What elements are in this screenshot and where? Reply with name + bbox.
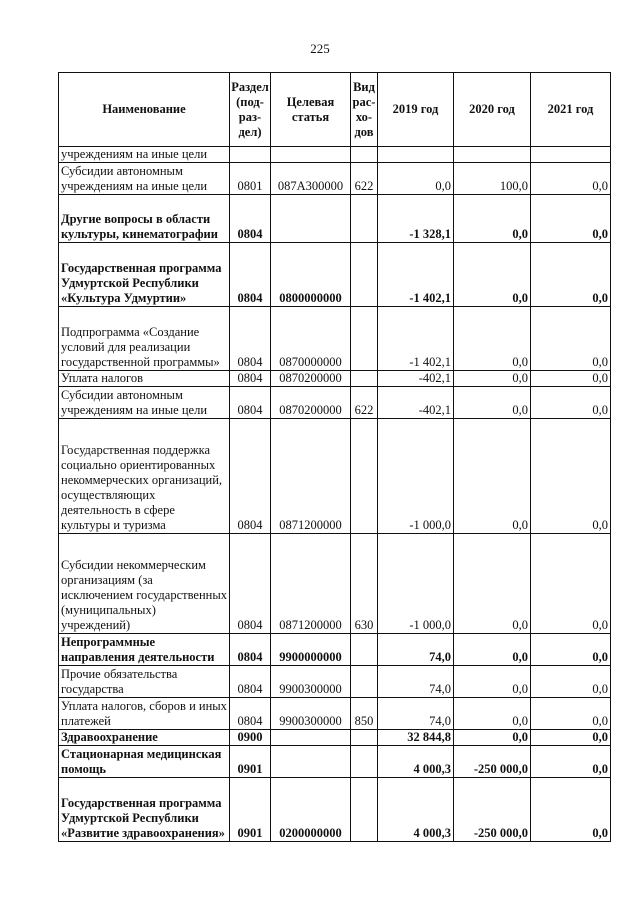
cell-2019	[378, 147, 454, 163]
cell-section: 0804	[230, 307, 271, 371]
cell-2021: 0,0	[531, 387, 611, 419]
cell-target: 0200000000	[271, 778, 351, 842]
cell-section: 0901	[230, 778, 271, 842]
cell-name: учреждениям на иные цели	[59, 147, 230, 163]
cell-expense-type	[351, 634, 378, 666]
table-row	[59, 746, 611, 778]
cell-expense-type	[351, 371, 378, 387]
cell-expense-type	[351, 746, 378, 778]
cell-2019: 32 844,8	[378, 730, 454, 746]
cell-2020: 0,0	[454, 698, 531, 730]
cell-2020: 0,0	[454, 534, 531, 634]
cell-2019: 74,0	[378, 698, 454, 730]
cell-target: 9900000000	[271, 634, 351, 666]
cell-2019: -402,1	[378, 371, 454, 387]
cell-2019: -1 000,0	[378, 534, 454, 634]
cell-2020: 0,0	[454, 307, 531, 371]
cell-name: Здравоохранение	[59, 730, 230, 746]
cell-name: Государственная поддержка социально ориентированных некоммерческих организаций, осуществляющих деятельность в сфере культуры и туризма	[59, 419, 230, 534]
cell-section: 0804	[230, 419, 271, 534]
cell-2021: 0,0	[531, 534, 611, 634]
table-row	[59, 195, 611, 243]
cell-2019: -1 402,1	[378, 243, 454, 307]
cell-name: Непрограммные направления деятельности	[59, 634, 230, 666]
cell-2021	[531, 147, 611, 163]
cell-2021: 0,0	[531, 243, 611, 307]
cell-2020: 0,0	[454, 634, 531, 666]
table-row	[59, 163, 611, 195]
cell-expense-type	[351, 195, 378, 243]
cell-2020: 0,0	[454, 371, 531, 387]
table-row	[59, 634, 611, 666]
cell-expense-type: 622	[351, 387, 378, 419]
cell-section: 0804	[230, 243, 271, 307]
cell-2019: 74,0	[378, 666, 454, 698]
cell-section: 0804	[230, 371, 271, 387]
cell-target: 0871200000	[271, 534, 351, 634]
cell-target: 0870000000	[271, 307, 351, 371]
cell-target: 9900300000	[271, 666, 351, 698]
cell-target: 9900300000	[271, 698, 351, 730]
cell-2020: 0,0	[454, 195, 531, 243]
cell-2020: 100,0	[454, 163, 531, 195]
cell-section: 0804	[230, 698, 271, 730]
cell-2021: 0,0	[531, 666, 611, 698]
cell-2021: 0,0	[531, 698, 611, 730]
cell-expense-type	[351, 730, 378, 746]
cell-name: Прочие обязательства государства	[59, 666, 230, 698]
page-number: 225	[310, 41, 330, 56]
cell-target: 087А300000	[271, 163, 351, 195]
table-row	[59, 147, 611, 163]
cell-section: 0801	[230, 163, 271, 195]
cell-2021: 0,0	[531, 730, 611, 746]
cell-2020	[454, 147, 531, 163]
table-row	[59, 307, 611, 371]
header-2019: 2019 год	[378, 73, 454, 147]
cell-2021: 0,0	[531, 419, 611, 534]
cell-expense-type: 850	[351, 698, 378, 730]
header-2020: 2020 год	[454, 73, 531, 147]
cell-name: Другие вопросы в области культуры, кинематографии	[59, 195, 230, 243]
cell-target	[271, 195, 351, 243]
cell-2019: -1 328,1	[378, 195, 454, 243]
cell-expense-type	[351, 778, 378, 842]
cell-section: 0901	[230, 746, 271, 778]
cell-name: Подпрограмма «Создание условий для реализации государственной программы»	[59, 307, 230, 371]
cell-name: Уплата налогов, сборов и иных платежей	[59, 698, 230, 730]
cell-2021: 0,0	[531, 634, 611, 666]
table-row	[59, 730, 611, 746]
cell-target: 0800000000	[271, 243, 351, 307]
header-section: Раздел (под- раз- дел)	[230, 73, 271, 147]
cell-2020: 0,0	[454, 730, 531, 746]
cell-target: 0870200000	[271, 371, 351, 387]
cell-expense-type	[351, 147, 378, 163]
table-row	[59, 419, 611, 534]
cell-expense-type	[351, 307, 378, 371]
cell-name: Субсидии автономным учреждениям на иные цели	[59, 387, 230, 419]
cell-2021: 0,0	[531, 307, 611, 371]
table-row	[59, 534, 611, 634]
cell-2021: 0,0	[531, 195, 611, 243]
header-target: Целевая статья	[271, 73, 351, 147]
cell-name: Субсидии автономным учреждениям на иные цели	[59, 163, 230, 195]
header-2021: 2021 год	[531, 73, 611, 147]
table-row	[59, 778, 611, 842]
cell-name: Государственная программа Удмуртской Республики «Развитие здравоохранения»	[59, 778, 230, 842]
header-name: Наименование	[59, 73, 230, 147]
cell-2020: 0,0	[454, 419, 531, 534]
cell-name: Государственная программа Удмуртской Республики «Культура Удмуртии»	[59, 243, 230, 307]
cell-section: 0804	[230, 666, 271, 698]
cell-target: 0870200000	[271, 387, 351, 419]
cell-section: 0804	[230, 195, 271, 243]
cell-target: 0871200000	[271, 419, 351, 534]
cell-expense-type: 622	[351, 163, 378, 195]
header-expense-type: Вид рас- хо- дов	[351, 73, 378, 147]
cell-2019: 4 000,3	[378, 778, 454, 842]
cell-2020: 0,0	[454, 243, 531, 307]
cell-2020: 0,0	[454, 666, 531, 698]
cell-section: 0804	[230, 534, 271, 634]
cell-section	[230, 147, 271, 163]
cell-name: Уплата налогов	[59, 371, 230, 387]
cell-target	[271, 147, 351, 163]
cell-expense-type	[351, 243, 378, 307]
cell-expense-type	[351, 666, 378, 698]
cell-expense-type	[351, 419, 378, 534]
table-row	[59, 243, 611, 307]
cell-2019: -1 000,0	[378, 419, 454, 534]
cell-2020: 0,0	[454, 387, 531, 419]
cell-2020: -250 000,0	[454, 746, 531, 778]
cell-2021: 0,0	[531, 371, 611, 387]
cell-name: Субсидии некоммерческим организациям (за исключением государственных (муниципальных) учреждений)	[59, 534, 230, 634]
table-row	[59, 387, 611, 419]
table-row	[59, 371, 611, 387]
cell-2019: -1 402,1	[378, 307, 454, 371]
cell-2020: -250 000,0	[454, 778, 531, 842]
cell-2021: 0,0	[531, 163, 611, 195]
cell-section: 0900	[230, 730, 271, 746]
table-row	[59, 666, 611, 698]
cell-2021: 0,0	[531, 746, 611, 778]
budget-table	[58, 72, 611, 842]
cell-2019: -402,1	[378, 387, 454, 419]
table-row	[59, 698, 611, 730]
cell-target	[271, 730, 351, 746]
cell-2019: 4 000,3	[378, 746, 454, 778]
cell-section: 0804	[230, 634, 271, 666]
header-row	[59, 73, 611, 147]
cell-2019: 0,0	[378, 163, 454, 195]
cell-name: Стационарная медицинская помощь	[59, 746, 230, 778]
cell-expense-type: 630	[351, 534, 378, 634]
cell-target	[271, 746, 351, 778]
cell-2019: 74,0	[378, 634, 454, 666]
cell-2021: 0,0	[531, 778, 611, 842]
cell-section: 0804	[230, 387, 271, 419]
